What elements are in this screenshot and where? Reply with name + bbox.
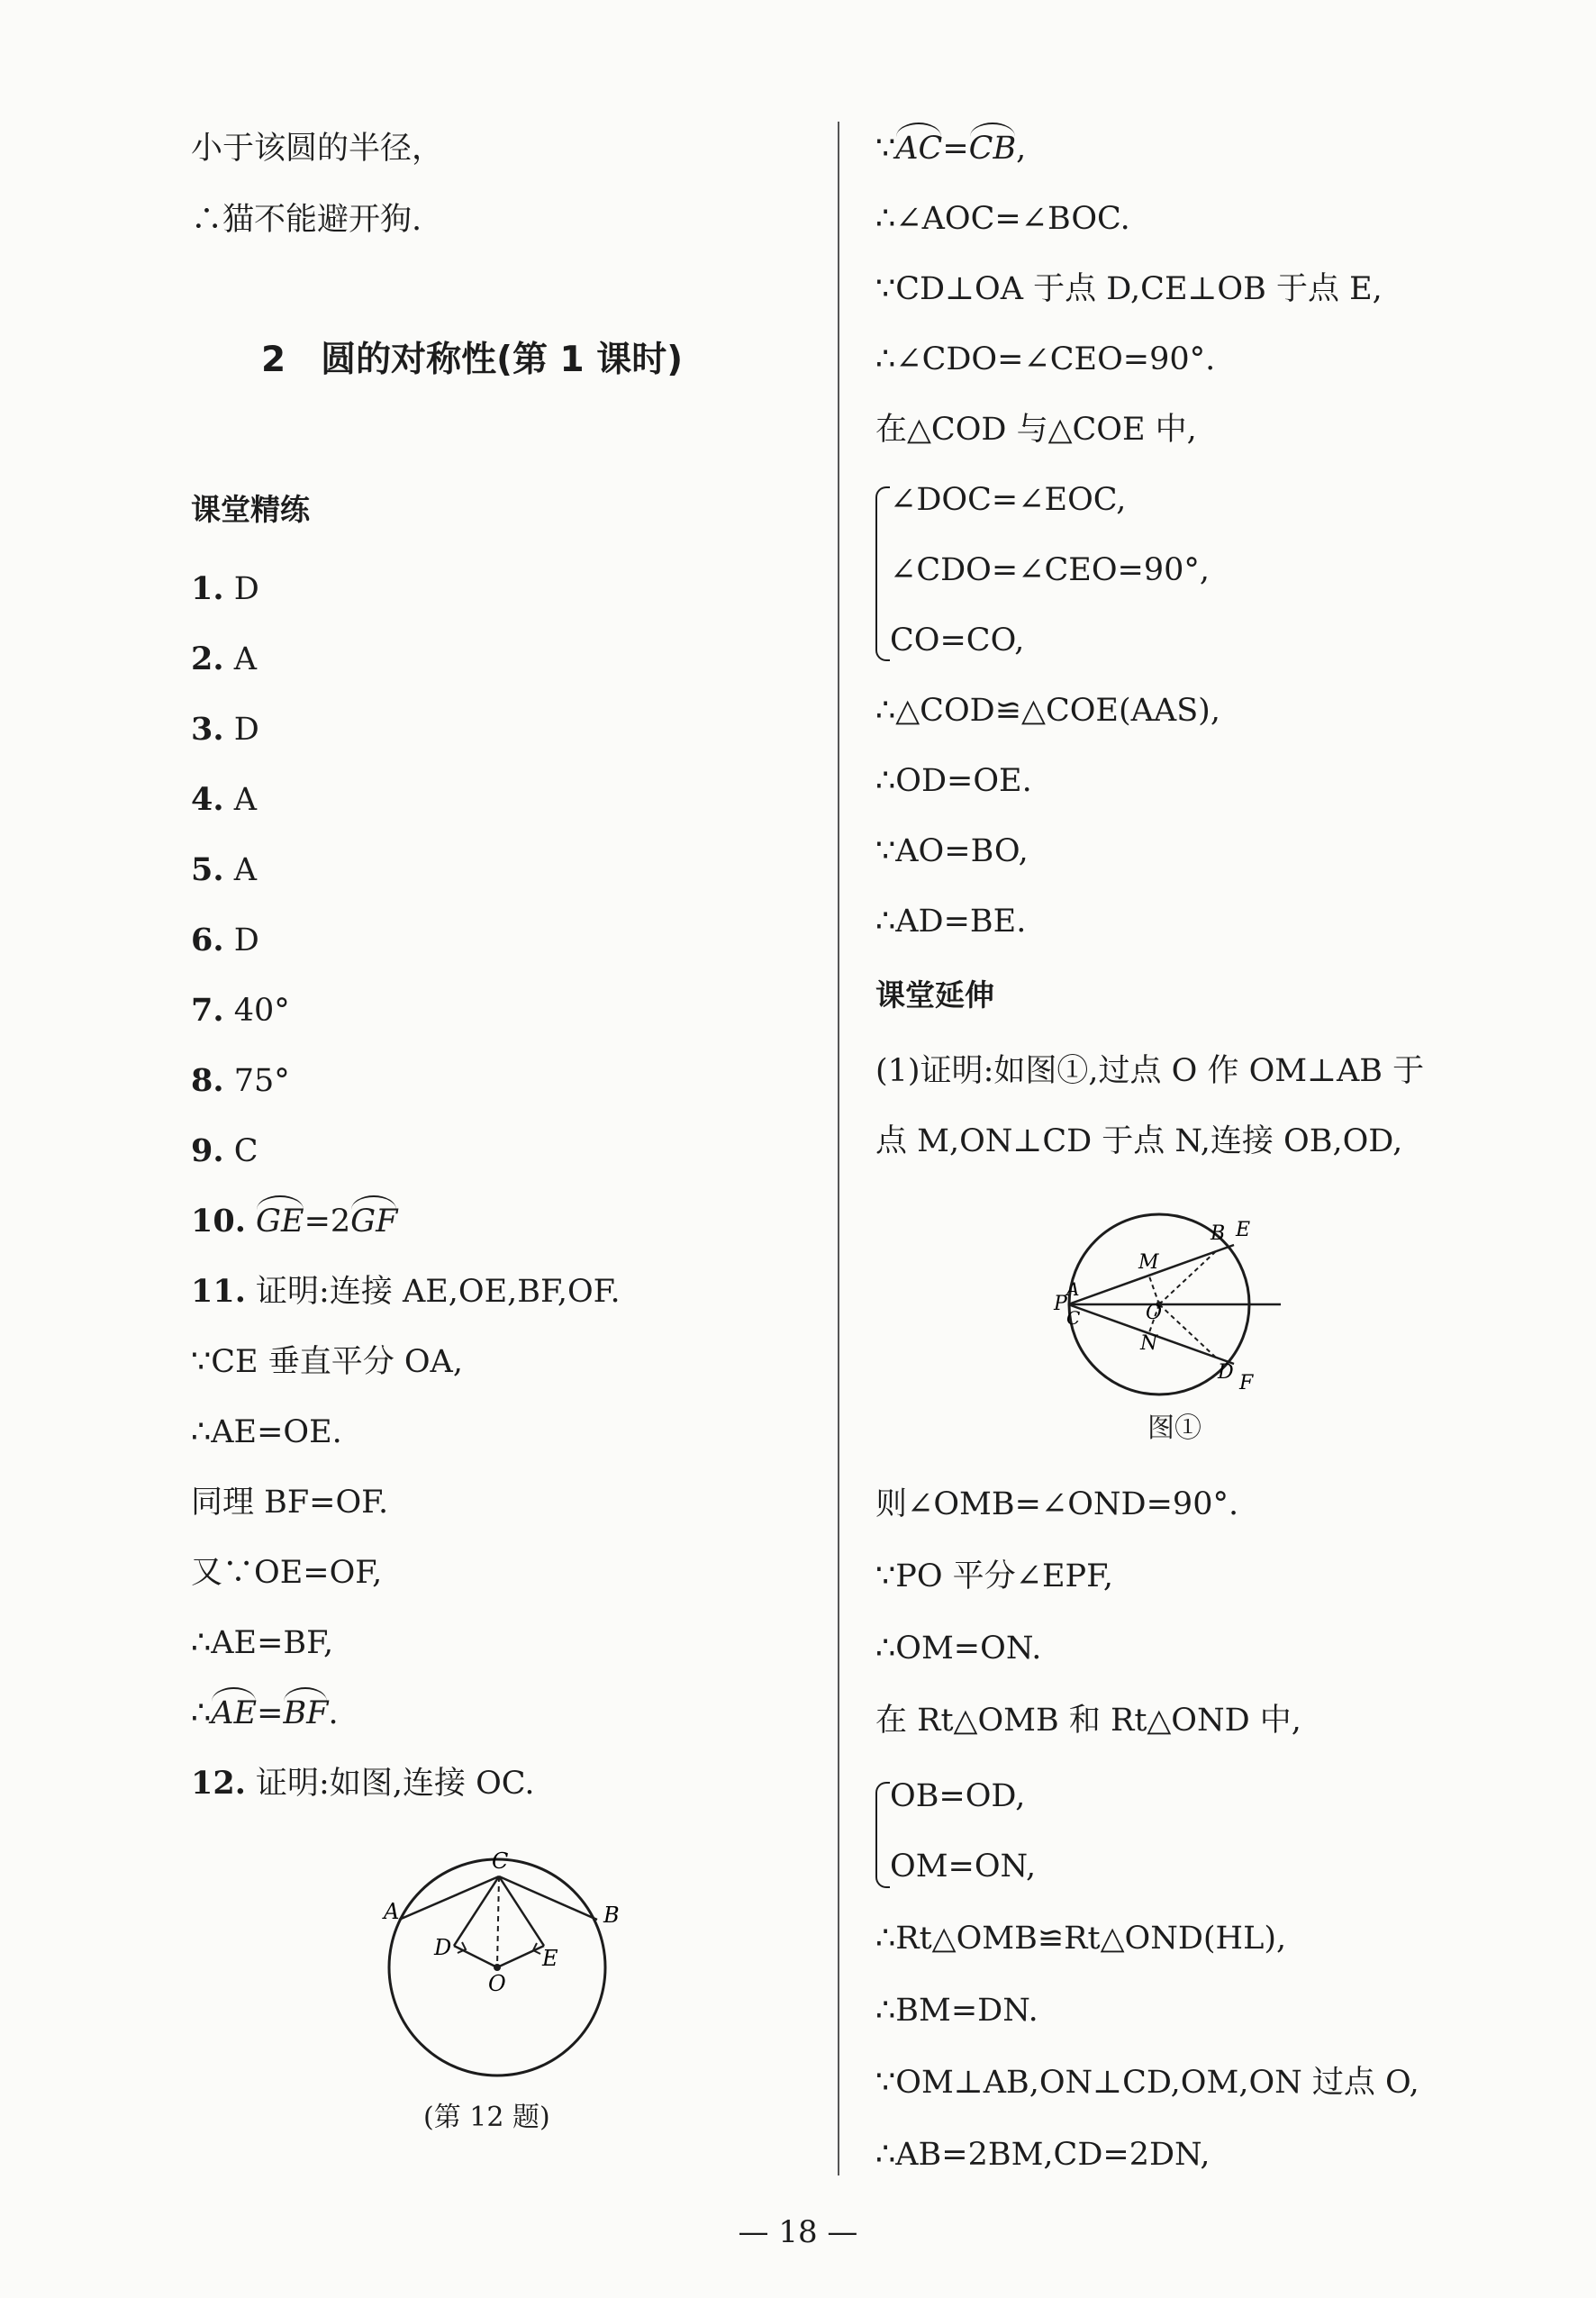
system-brace bbox=[875, 1782, 890, 1888]
proof-line: ∴AE=BF, bbox=[191, 1625, 334, 1661]
answer-number: 8. bbox=[191, 1062, 224, 1099]
text-line: 小于该圆的半径， bbox=[191, 131, 444, 167]
proof-line: ∴△COD≌△COE(AAS), bbox=[875, 693, 1220, 729]
proof-line: 同理 BF=OF. bbox=[191, 1485, 389, 1521]
arc-term: GF bbox=[350, 1203, 398, 1240]
system-brace bbox=[875, 486, 890, 661]
proof-line: 在△COD 与△COE 中, bbox=[875, 412, 1197, 448]
proof-line: ∵OM⊥AB,ON⊥CD,OM,ON 过点 O, bbox=[875, 2065, 1419, 2101]
answer-item bbox=[191, 780, 257, 820]
fig1-label-c: C bbox=[1066, 1307, 1081, 1329]
system-equation: ∠CDO=∠CEO=90°, bbox=[890, 552, 1211, 588]
answer-value: C bbox=[233, 1133, 258, 1169]
proof-line: 又∵OE=OF, bbox=[191, 1555, 383, 1591]
fig12-label-e: E bbox=[542, 1946, 558, 1971]
text-line: ∴猫不能避开狗. bbox=[191, 202, 422, 238]
proof-line: 点 M,ON⊥CD 于点 N,连接 OB,OD, bbox=[875, 1123, 1403, 1159]
proof-line-arcs bbox=[191, 1694, 339, 1733]
answer-number: 6. bbox=[191, 922, 224, 958]
page-number: — 18 — bbox=[738, 2214, 858, 2250]
answer-number: 1. bbox=[191, 570, 224, 607]
proof-line: 则∠OMB=∠OND=90°. bbox=[875, 1486, 1239, 1522]
fig12-label-o: O bbox=[488, 1971, 506, 1996]
proof-line: 证明:如图,连接 OC. bbox=[256, 1766, 535, 1802]
fig12-label-d: D bbox=[434, 1935, 452, 1960]
proof-line: ∵AO=BO, bbox=[875, 833, 1029, 869]
answer-item bbox=[191, 710, 259, 749]
fig1-label-d: D bbox=[1218, 1361, 1234, 1384]
subheading-extension: 课堂延伸 bbox=[875, 977, 994, 1013]
fig1-label-e: E bbox=[1236, 1219, 1251, 1241]
fig1-label-m: M bbox=[1138, 1251, 1159, 1274]
column-divider bbox=[838, 122, 839, 2175]
proof-line-arcs bbox=[875, 129, 1026, 168]
arc-term: CB bbox=[968, 131, 1017, 167]
fig12-label-c: C bbox=[492, 1848, 509, 1874]
arc-term: GE bbox=[256, 1203, 304, 1240]
answer-number: 7. bbox=[191, 992, 224, 1029]
answer-value: D bbox=[233, 712, 259, 748]
answer-item bbox=[191, 991, 290, 1031]
answer-value: A bbox=[233, 641, 257, 677]
math-operator: =2 bbox=[304, 1203, 351, 1240]
proof-line: ∴∠AOC=∠BOC. bbox=[875, 201, 1130, 237]
arc-term: AC bbox=[895, 131, 943, 167]
answer-number: 10. bbox=[191, 1203, 246, 1240]
answer-number: 9. bbox=[191, 1132, 224, 1169]
answer-number: 5. bbox=[191, 851, 224, 888]
answer-item bbox=[191, 569, 259, 609]
answer-value: 40° bbox=[233, 993, 290, 1029]
answer-item-12 bbox=[191, 1764, 534, 1803]
proof-line: ∵CD⊥OA 于点 D,CE⊥OB 于点 E, bbox=[875, 271, 1383, 307]
fig1-label-a: A bbox=[1066, 1278, 1080, 1300]
answer-number: 2. bbox=[191, 640, 224, 677]
answer-number: 3. bbox=[191, 711, 224, 748]
answer-item bbox=[191, 850, 257, 890]
math-operator: = bbox=[257, 1695, 284, 1731]
answer-item bbox=[191, 640, 257, 679]
proof-line: ∴AB=2BM,CD=2DN, bbox=[875, 2137, 1211, 2173]
answer-value: A bbox=[233, 782, 257, 818]
proof-line: ∵CE 垂直平分 OA, bbox=[191, 1344, 463, 1380]
punctuation: . bbox=[328, 1695, 339, 1731]
fig12-label-a: A bbox=[384, 1899, 400, 1924]
math-symbol: ∵ bbox=[875, 131, 896, 167]
proof-line: ∴BM=DN. bbox=[875, 1993, 1038, 2029]
answer-number: 4. bbox=[191, 781, 224, 818]
fig1-label-n: N bbox=[1140, 1332, 1158, 1355]
answer-item-10 bbox=[191, 1202, 397, 1241]
figure-1-caption: 图① bbox=[1147, 1412, 1202, 1444]
answer-value: D bbox=[233, 571, 259, 607]
system-equation: OB=OD, bbox=[890, 1778, 1026, 1814]
system-equation: CO=CO, bbox=[890, 622, 1025, 659]
answer-number: 11. bbox=[191, 1273, 246, 1310]
figure-12-caption: (第 12 题) bbox=[423, 2102, 550, 2133]
answer-number: 12. bbox=[191, 1765, 246, 1802]
arc-term: AE bbox=[211, 1695, 258, 1731]
proof-line: ∴AE=OE. bbox=[191, 1414, 342, 1450]
arc-term: BF bbox=[283, 1695, 329, 1731]
section-title: 2 圆的对称性(第 1 课时) bbox=[261, 340, 684, 380]
figure-12 bbox=[371, 1829, 641, 2090]
fig1-label-o: O bbox=[1146, 1302, 1163, 1324]
punctuation: , bbox=[1016, 131, 1027, 167]
math-symbol: ∴ bbox=[191, 1695, 212, 1731]
answer-item bbox=[191, 921, 259, 960]
answer-value: A bbox=[233, 852, 257, 888]
answer-item bbox=[191, 1131, 258, 1171]
answer-item-11 bbox=[191, 1272, 621, 1312]
answer-value: D bbox=[233, 922, 259, 958]
subheading-practice: 课堂精练 bbox=[191, 492, 310, 527]
answer-item bbox=[191, 1061, 290, 1101]
system-equation: ∠DOC=∠EOC, bbox=[890, 482, 1127, 518]
proof-line: ∵PO 平分∠EPF, bbox=[875, 1558, 1114, 1594]
proof-line: ∴OM=ON. bbox=[875, 1630, 1042, 1667]
fig1-label-p: P bbox=[1054, 1293, 1067, 1315]
answer-value: 75° bbox=[233, 1063, 290, 1099]
math-operator: = bbox=[942, 131, 969, 167]
proof-line: 在 Rt△OMB 和 Rt△OND 中, bbox=[875, 1703, 1301, 1739]
proof-line: ∴AD=BE. bbox=[875, 904, 1027, 940]
fig12-label-b: B bbox=[603, 1903, 620, 1928]
fig1-label-b: B bbox=[1211, 1222, 1226, 1245]
proof-line: (1)证明:如图①,过点 O 作 OM⊥AB 于 bbox=[875, 1053, 1425, 1089]
fig1-label-f: F bbox=[1239, 1372, 1254, 1394]
system-equation: OM=ON, bbox=[890, 1848, 1037, 1885]
figure-1 bbox=[1056, 1198, 1290, 1405]
proof-line: ∴∠CDO=∠CEO=90°. bbox=[875, 341, 1216, 377]
proof-line: ∴Rt△OMB≌Rt△OND(HL), bbox=[875, 1921, 1287, 1957]
proof-line: ∴OD=OE. bbox=[875, 763, 1032, 799]
proof-line: 证明:连接 AE,OE,BF,OF. bbox=[256, 1274, 621, 1310]
